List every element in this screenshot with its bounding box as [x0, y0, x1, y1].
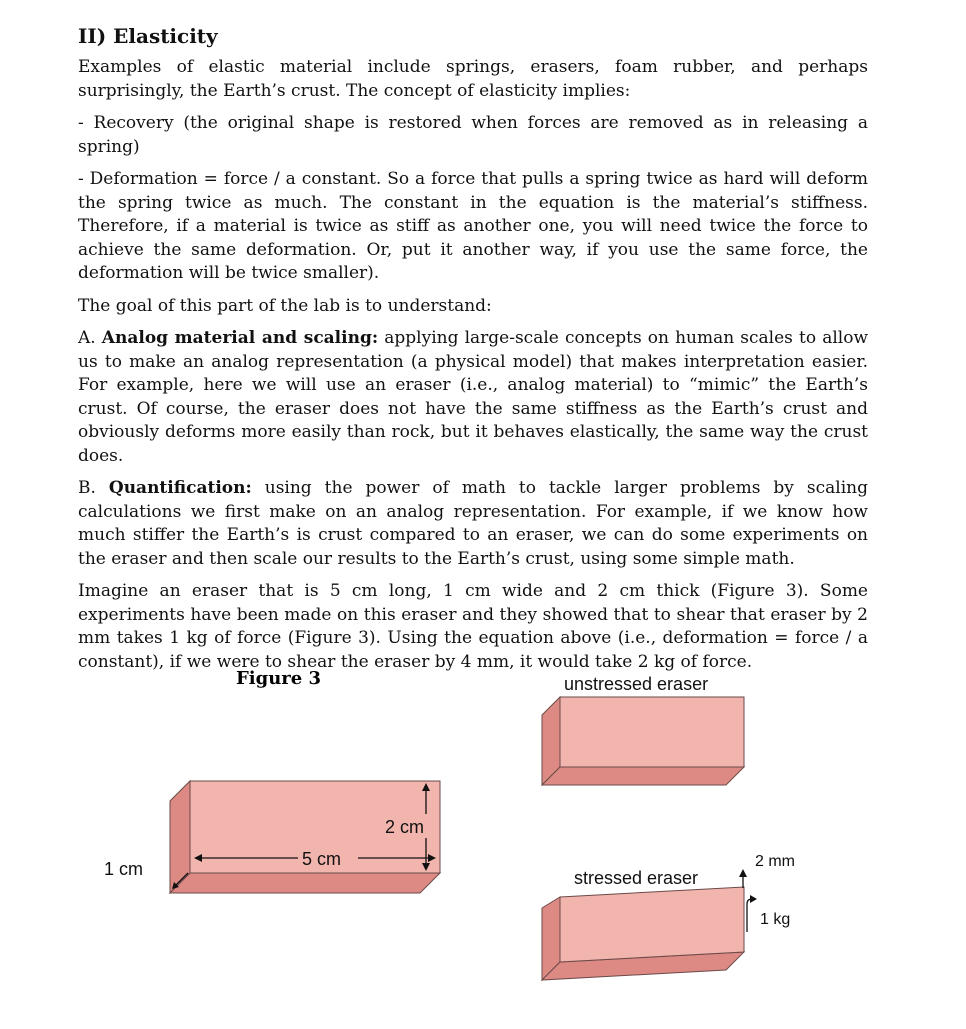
document-body — [78, 22, 868, 683]
label-unstressed: unstressed eraser — [564, 674, 709, 694]
label-2mm: 2 mm — [755, 853, 795, 870]
label-1kg: 1 kg — [760, 911, 791, 928]
section-heading: II) Elasticity — [78, 24, 218, 48]
figure-title: Figure 3 — [236, 668, 322, 689]
paragraph-deformation: - Deformation = force / a constant. So a force that pulls a spring twice as hard will deform the spring twice as much. The constant in the equation is the material’s stiffness. Therefore, if a material is twice as stiff as another one, you will need twice the force to achieve the same deformation. Or, put it another way, if you use the same force, the deformation will be twice smaller). — [78, 169, 868, 283]
paragraph-b-label: B. — [78, 478, 109, 498]
eraser-unstressed-front — [560, 697, 744, 767]
paragraph-a-text: applying large-scale concepts on human scales to allow us to make an analog representation (a physical model) that makes interpretation easier. For example, here we will use an eraser (i.e., analog material) to “mimic” the Earth’s crust. Of course, the eraser does not have the same stiffness as the Earth’s crust and obviously deforms more easily than rock, but it behaves elastically, the same way the crust does. — [78, 328, 868, 466]
paragraph-a — [78, 327, 868, 468]
eraser-dimensioned — [104, 781, 440, 893]
label-2cm: 2 cm — [385, 817, 425, 837]
paragraph-a-label: A. — [78, 328, 102, 348]
shear-2mm-arrowhead — [739, 869, 747, 877]
eraser-stressed — [542, 853, 795, 980]
eraser-stressed-front — [560, 887, 744, 962]
force-1kg-arrow — [747, 899, 752, 932]
paragraph-imagine: Imagine an eraser that is 5 cm long, 1 cm wide and 2 cm thick (Figure 3). Some experiments have been made on this eraser and they showed that to shear that eraser by 2 mm takes 1 kg of force (Figure 3). Using the equation above (i.e., deformation = force / a constant), if we were to shear the eraser by 4 mm, it would take 2 kg of force. — [78, 581, 868, 672]
paragraph-b — [78, 477, 868, 571]
paragraph-intro: Examples of elastic material include springs, erasers, foam rubber, and perhaps surprisingly, the Earth’s crust. The concept of elasticity implies: — [78, 57, 868, 101]
paragraph-recovery: - Recovery (the original shape is restored when forces are removed as in releasing a spring) — [78, 113, 868, 157]
paragraph-b-text: using the power of math to tackle larger problems by scaling calculations we first make on an analog representation. For example, if we know how much stiffer the Earth’s is crust compared to an eraser, we can do some experiments on the eraser and then scale our results to the Earth’s crust, using some simple math. — [78, 478, 868, 569]
paragraph-a-bold: Analog material and scaling: — [101, 328, 379, 348]
label-5cm: 5 cm — [302, 849, 342, 869]
paragraph-b-bold: Quantification: — [108, 478, 252, 498]
eraser-unstressed — [542, 674, 744, 785]
label-stressed: stressed eraser — [574, 868, 699, 888]
paragraph-goal: The goal of this part of the lab is to understand: — [78, 295, 492, 316]
eraser-unstressed-bottom — [542, 767, 744, 785]
figure-3 — [0, 660, 966, 1024]
figure-diagram — [0, 660, 966, 1024]
label-1cm: 1 cm — [104, 859, 144, 879]
eraser-dimensioned-bottom — [170, 873, 440, 893]
force-1kg-arrowhead — [750, 895, 757, 903]
